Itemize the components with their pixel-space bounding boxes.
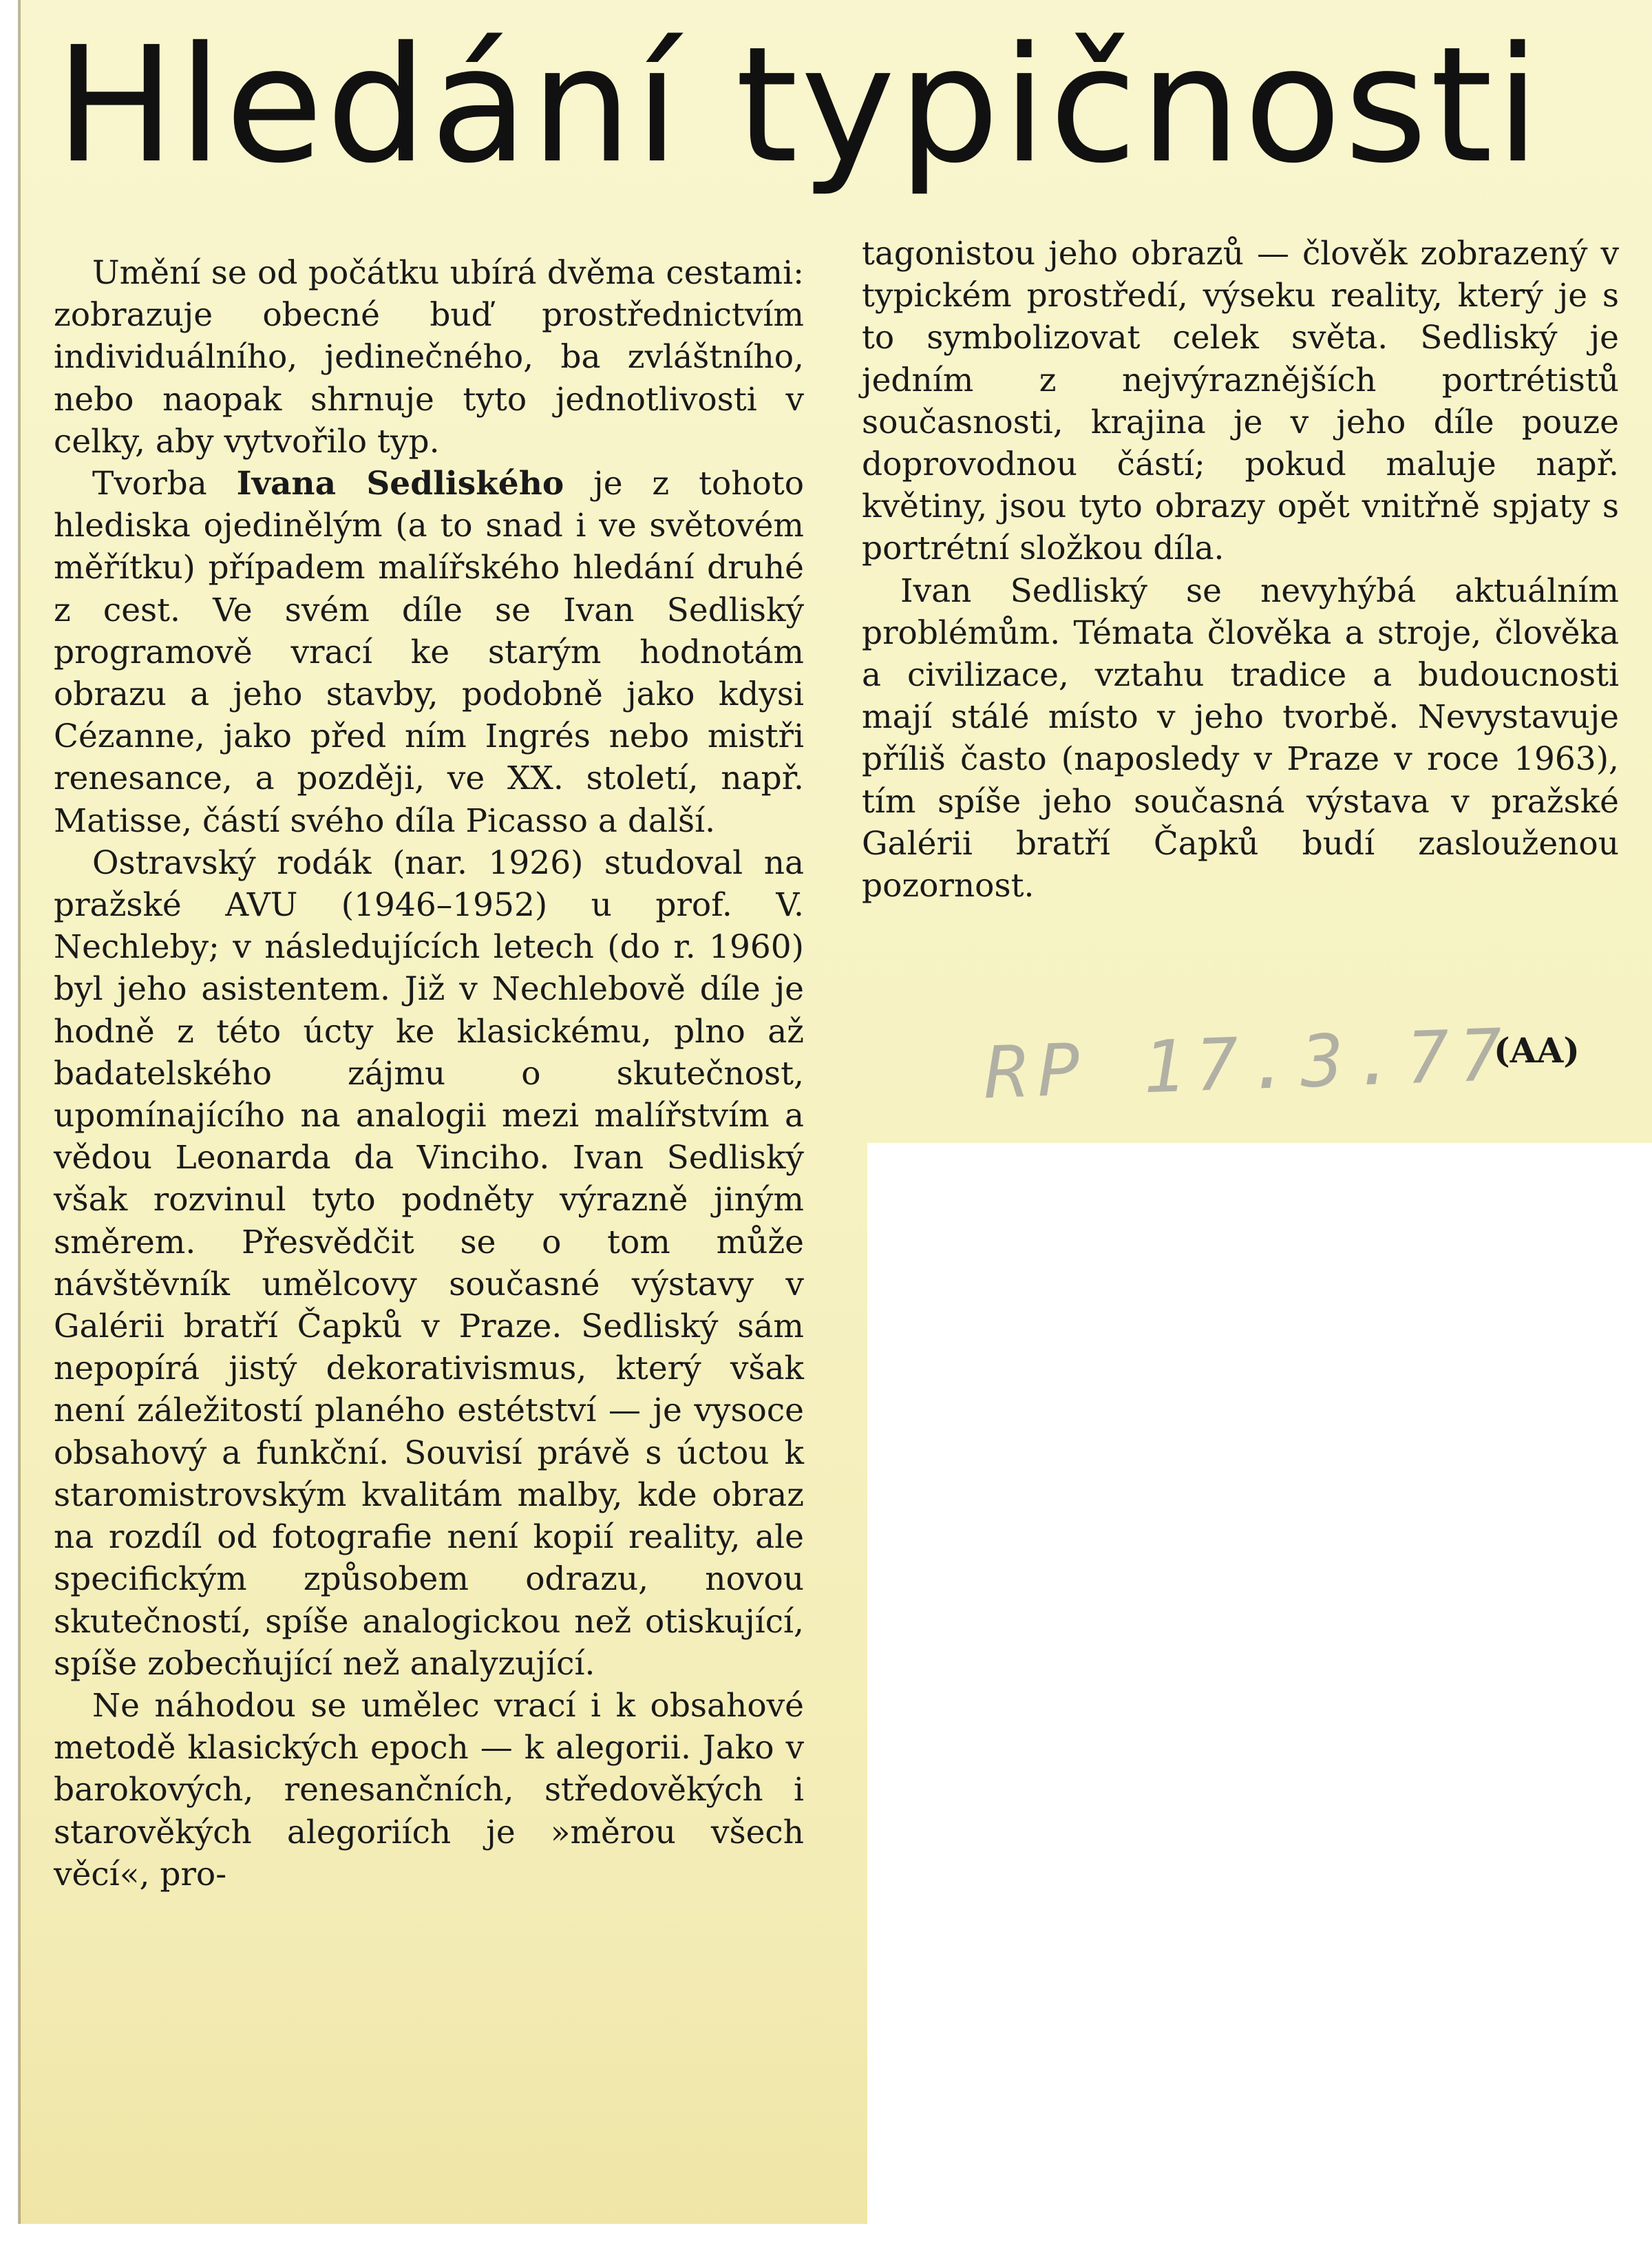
paragraph-continuation: tagonistou jeho obrazů — člověk zobrazený v typickém prostředí, výseku reality, který je s to symbolizovat celek světa. Sedliský je jedním z nejvýraznějších portrétistů současnosti, krajina je v jeho díle pouze doprovodnou částí; pokud maluje např. květiny, jsou tyto obrazy opět vnitřně spjaty s portrétní složkou díla. [862,235,1619,568]
paragraph-allegory: Ne náhodou se umělec vrací i k obsahové metodě klasických epoch — k alegorii. Jako v barokových, renesančních, středověkých i starověkých alegoriích je »měrou všech věcí«, pro- [54,1686,804,1893]
article-right-column [862,233,1619,907]
handwritten-date-note: RP 17.3.77 [983,1012,1514,1115]
paragraph-current-exhibition: Ivan Sedliský se nevyhýbá aktuálním problémům. Témata člověka a stroje, člověka a civilizace, vztahu tradice a budoucnosti mají stálé místo v jeho tvorbě. Nevystavuje příliš často (naposledy v Praze v roce 1963), tím spíše jeho současná výstava v pražské Galérii bratří Čapků budí zaslouženou pozornost. [862,571,1619,905]
paragraph-artist: Tvorba Ivana Sedliského je z tohoto hlediska ojedinělým (a to snad i ve světovém měřítku) případem malířského hledání druhé z cest. Ve svém díle se Ivan Sedliský programově vrací ke starým hodnotám obrazu a jeho stavby, podobně jako kdysi Cézanne, jako před ním Ingrés nebo mistři renesance, a později, ve XX. století, např. Matisse, částí svého díla Picasso a další. [54,465,804,840]
artist-name: Ivana Sedliského [236,465,564,503]
clipping-edge [18,0,21,2224]
paragraph-intro: Umění se od počátku ubírá dvěma cestami: zobrazuje obecné buď prostřednictvím individuálního, jedinečného, ba zvláštního, nebo naopak shrnuje tyto jednotlivosti v celky, aby vytvořilo typ. [54,254,804,461]
article-left-column [54,252,804,1895]
paragraph-biography: Ostravský rodák (nar. 1926) studoval na pražské AVU (1946–1952) u prof. V. Nechleby; v následujících letech (do r. 1960) byl jeho asistentem. Již v Nechlebově díle je hodně z této úcty ke klasickému, plno až badatelského zájmu o skutečnost, upomínajícího na analogii mezi malířstvím a vědou Leonarda da Vinciho. Ivan Sedliský však rozvinul tyto podněty výrazně jiným směrem. Přesvědčit se o tom může návštěvník umělcovy současné výstavy v Galérii bratří Čapků v Praze. Sedliský sám nepopírá jistý dekorativismus, který však není záležitostí planého estétství — je vysoce obsahový a funkční. Souvisí právě s úctou k staromistrovským kvalitám malby, kde obraz na rozdíl od fotografie není kopií reality, ale specifickým způsobem odrazu, novou skutečností, spíše analogickou než otiskující, spíše zobecňující než analyzující. [54,843,804,1683]
article-headline: Hledání typičnosti [55,12,1543,198]
author-initials: (AA) [1494,1030,1580,1071]
